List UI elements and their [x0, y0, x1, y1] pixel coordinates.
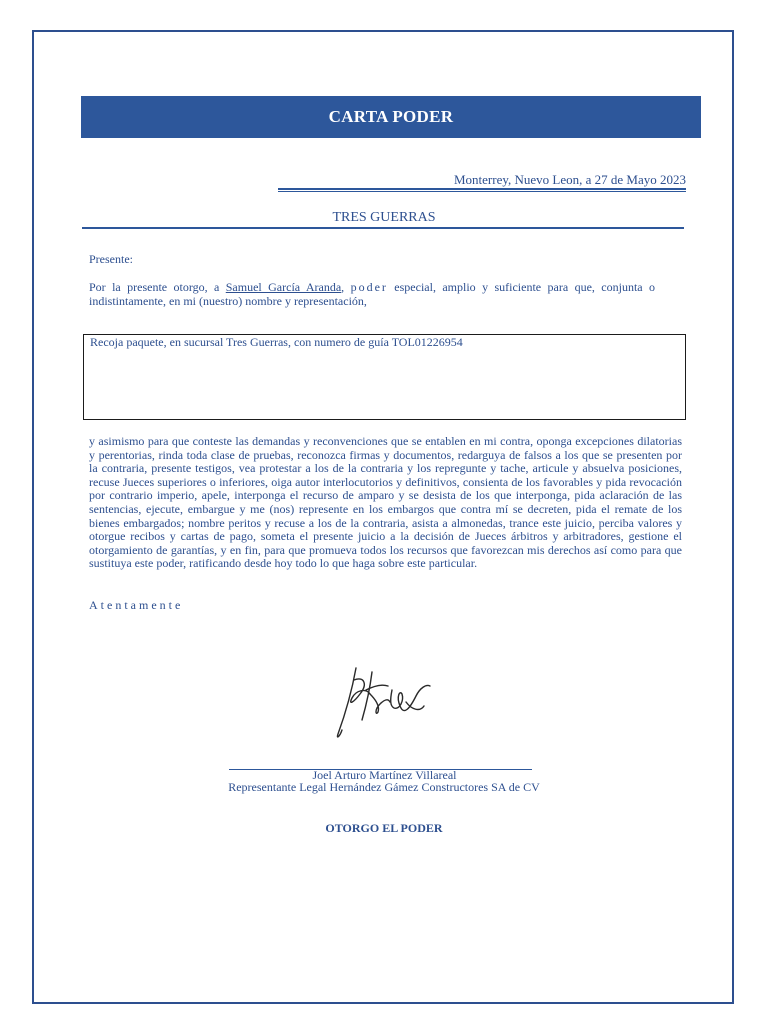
grant-label: OTORGO EL PODER: [325, 821, 443, 835]
closing: Atentamente: [89, 598, 184, 612]
company-underline: [82, 227, 684, 229]
handwritten-signature: [330, 650, 436, 746]
date-line: Monterrey, Nuevo Leon, a 27 de Mayo 2023: [453, 172, 686, 187]
intro-text-3: especial, amplio y suficiente para que, conjunta o indistintamente, en mi (nuestro) nombre y representación,: [89, 280, 656, 308]
document-title: CARTA PODER: [328, 107, 454, 126]
greeting: Presente:: [89, 252, 133, 266]
title-bar: [81, 96, 701, 138]
intro-paragraph: [89, 280, 655, 308]
signer-title: Representante Legal Hernández Gámez Constructores SA de CV: [228, 780, 540, 794]
task-description-box: [83, 334, 686, 420]
signer-name: Joel Arturo Martínez Villareal: [312, 768, 457, 782]
intro-text-1: Por la presente otorgo, a: [89, 280, 226, 294]
company-name: TRES GUERRAS: [332, 210, 436, 225]
task-description: Recoja paquete, en sucursal Tres Guerras, con numero de guía TOL01226954: [90, 335, 463, 349]
intro-text-2: ,: [341, 280, 351, 294]
grantee-name: Samuel García Aranda: [225, 280, 342, 294]
poder-word: poder: [350, 280, 388, 294]
powers-paragraph: y asimismo para que conteste las demandas y reconvenciones que se entablen en mi contra, oponga excepciones dilatorias y perentorias, rinda toda clase de pruebas, reconozca firmas y documentos, redarguya de falsos a los que se presenten por la contraria, presente testigos, vea protestar a los de la contraria y los repregunte y tache, articule y absuelva posiciones, recuse Jueces superiores o inferiores, oiga autor interlocutorios y definitivos, consienta de los favorables y pida revocación por contrario imperio, apele, interponga el recurso de amparo y se desista de los que interponga, pida aclaración de las sentencias, ejecute, embargue y me (nos) represente en los embargos que contra mí se decreten, pida el remate de los bienes embargados; nombre peritos y recuse a los de la contraria, asista a almonedas, trance este juicio, perciba valores y otorgue recibos y cartas de pago, someta el presente juicio a la decisión de Jueces árbitros y arbitradores, gestione el otorgamiento de garantías, y en fin, para que promueva todos los recursos que favorezcan mis derechos así como para que sustituya este poder, ratificando desde hoy todo lo que haga sobre este particular.: [89, 434, 682, 571]
date-underline: [278, 188, 686, 192]
